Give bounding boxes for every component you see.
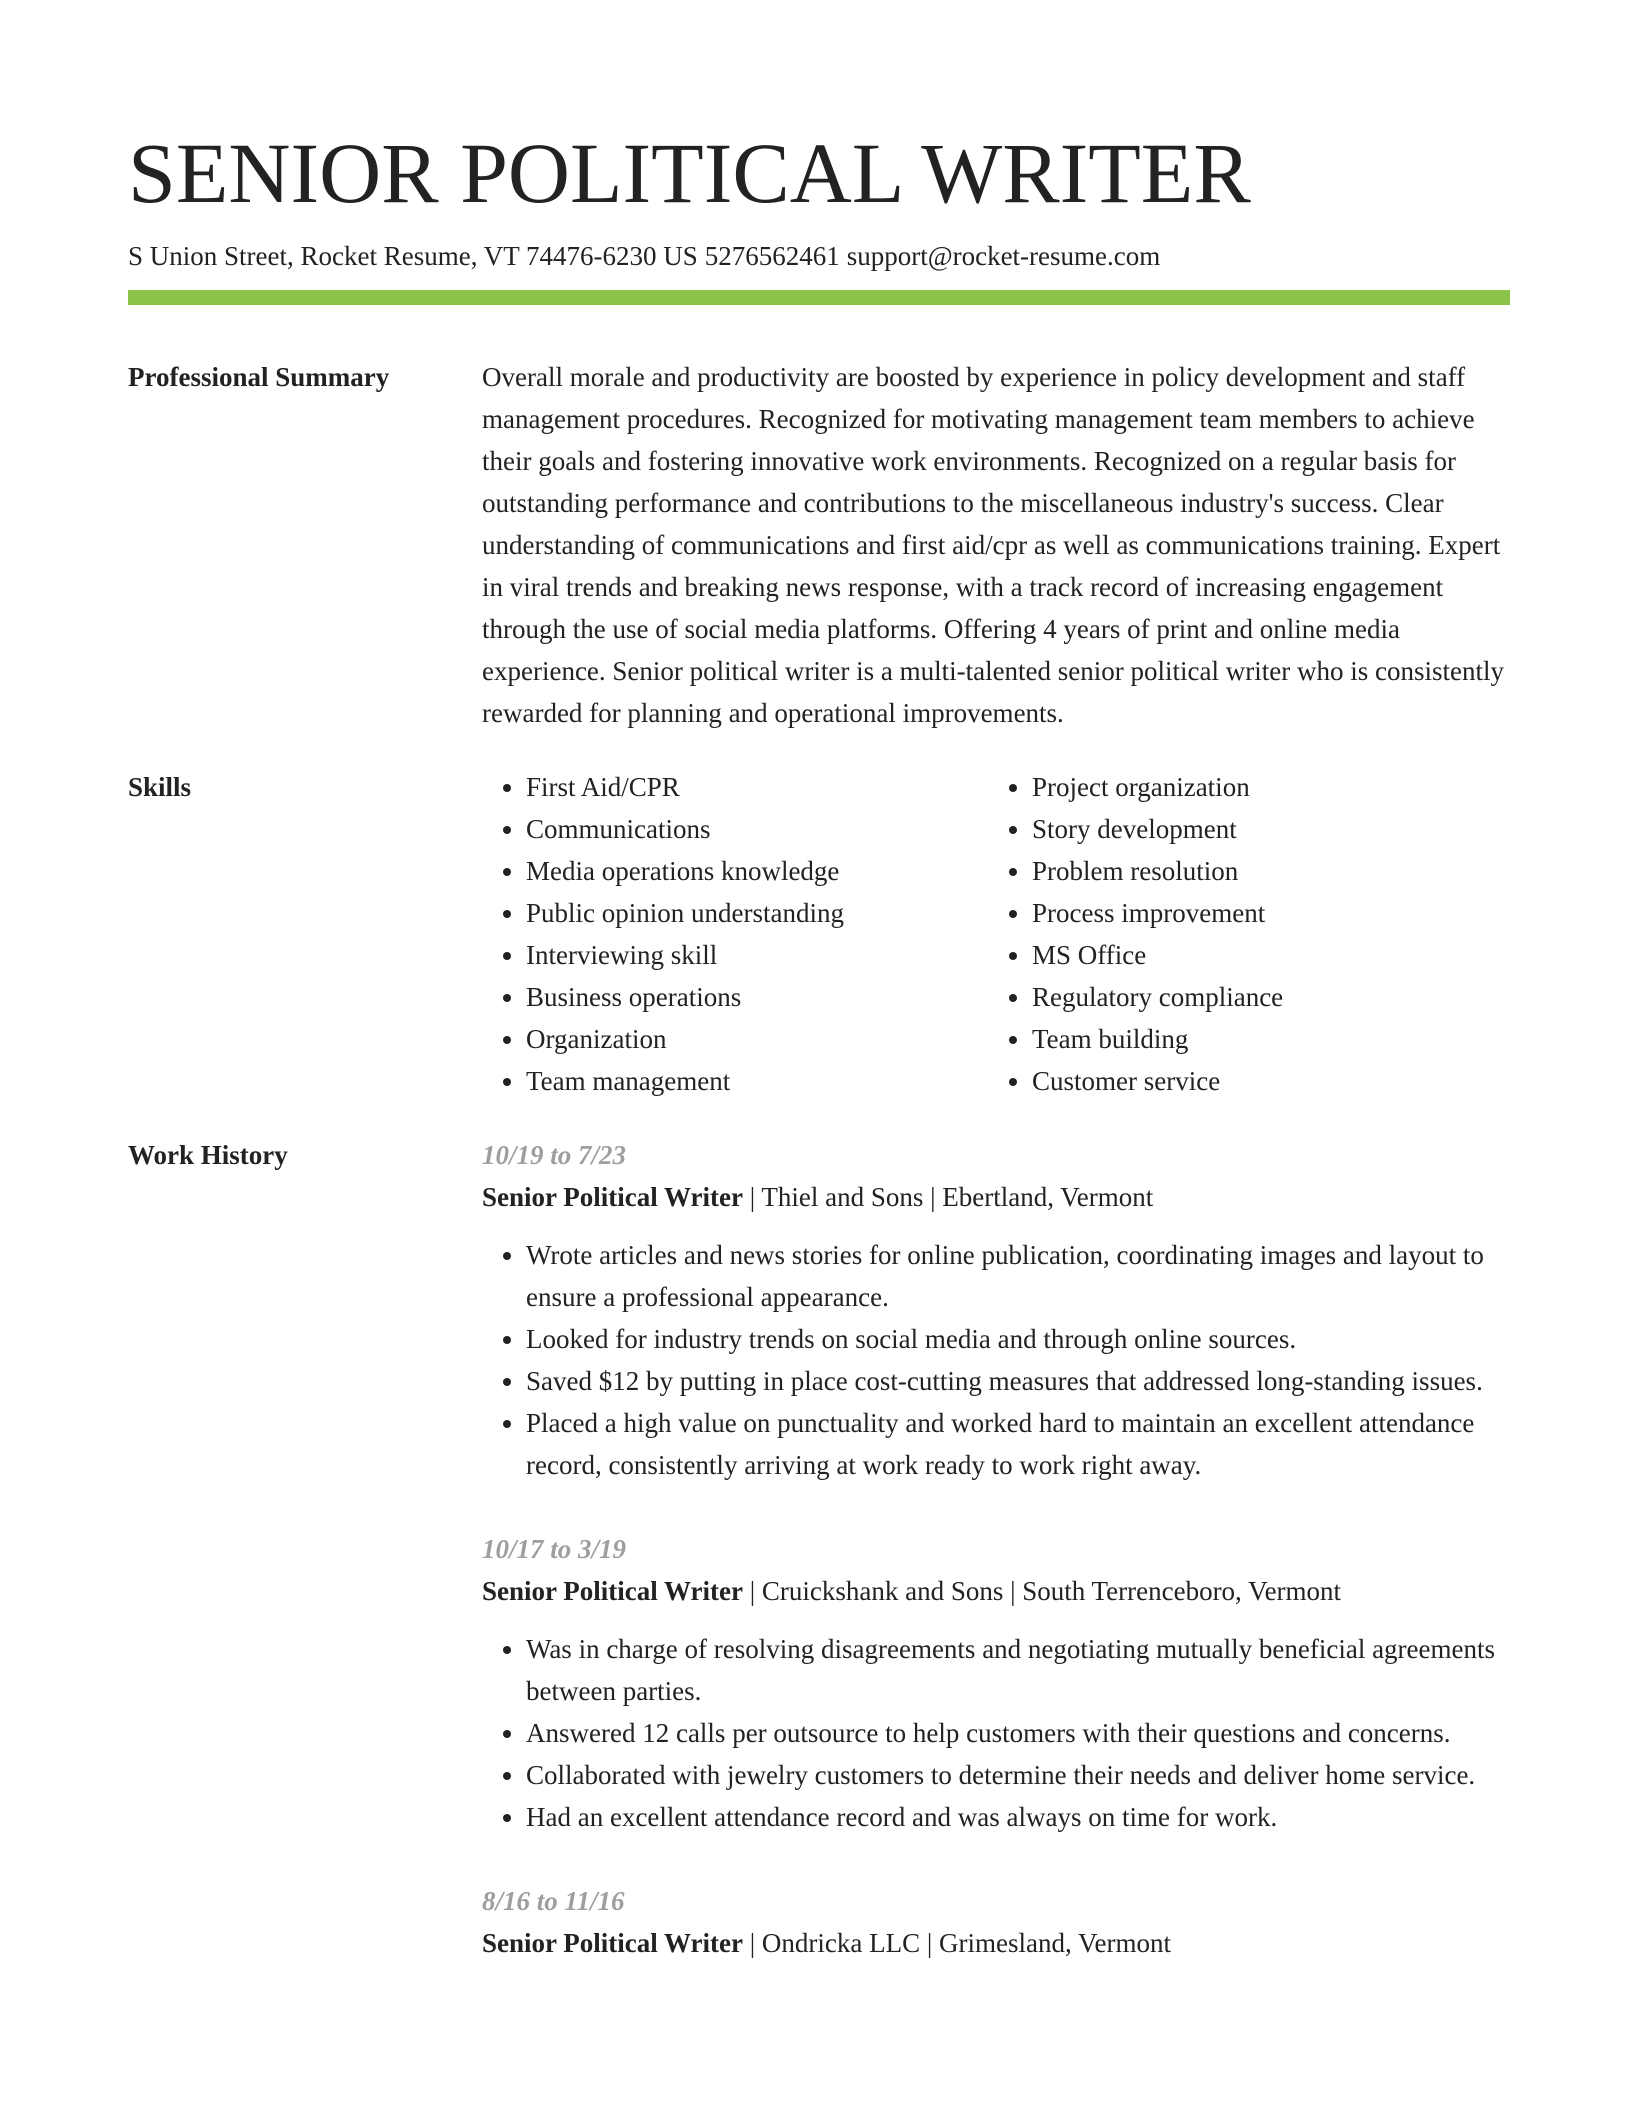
job-dates: 10/19 to 7/23 (482, 1140, 627, 1170)
job-title: Senior Political Writer (482, 1928, 743, 1958)
skill-item: • Problem resolution (1032, 850, 1510, 892)
resume-title: SENIOR POLITICAL WRITER (128, 125, 1251, 221)
job-details: | Ondricka LLC | Grimesland, Vermont (742, 1928, 1171, 1958)
section-heading: Work History (128, 1140, 288, 1170)
skills-list-left (482, 766, 988, 1102)
skill-item: • Team building (1032, 1018, 1510, 1060)
summary-body (482, 356, 1510, 734)
skill-item: • Communications (526, 808, 988, 850)
job-bullet: • Looked for industry trends on social media and through online sources. (526, 1318, 1510, 1360)
job-entry (482, 1880, 1510, 1964)
skill-item: • Business operations (526, 976, 988, 1018)
job-bullet: • Placed a high value on punctuality and worked hard to maintain an excellent attendance record, consistently arriving at work ready to work right away. (526, 1402, 1510, 1486)
job-bullet: • Answered 12 calls per outsource to help customers with their questions and concerns. (526, 1712, 1510, 1754)
job-entry (482, 1528, 1510, 1838)
skill-item: • First Aid/CPR (526, 766, 988, 808)
skill-item: • MS Office (1032, 934, 1510, 976)
skills-body (482, 766, 1510, 1102)
accent-divider (128, 290, 1510, 305)
summary-text: Overall morale and productivity are boosted by experience in policy development and staff management procedures. Recognized for motivating management team members to achieve their goals and fostering innovative work environments. Recognized on a regular basis for outstanding performance and contributions to the miscellaneous industry's success. Clear understanding of communications and first aid/cpr as well as communications training. Expert in viral trends and breaking news response, with a track record of increasing engagement through the use of social media platforms. Offering 4 years of print and online media experience. Senior political writer is a multi-talented senior political writer who is consistently rewarded for planning and operational improvements. (482, 362, 1504, 728)
job-bullet: • Was in charge of resolving disagreements and negotiating mutually beneficial agreements between parties. (526, 1628, 1510, 1712)
job-details: | Cruickshank and Sons | South Terrenceboro, Vermont (742, 1576, 1342, 1606)
skills-list-right (988, 766, 1510, 1102)
skill-item: • Regulatory compliance (1032, 976, 1510, 1018)
job-dates: 8/16 to 11/16 (482, 1886, 625, 1916)
skill-item: • Process improvement (1032, 892, 1510, 934)
contact-phone: 5276562461 (704, 241, 840, 271)
skills-section (128, 766, 1510, 1102)
skill-item: • Team management (526, 1060, 988, 1102)
job-title: Senior Political Writer (482, 1576, 743, 1606)
job-header (482, 1176, 1510, 1218)
resume-page (128, 0, 1510, 2006)
section-heading: Professional Summary (128, 362, 390, 392)
job-bullet: • Wrote articles and news stories for online publication, coordinating images and layout to ensure a professional appearance. (526, 1234, 1510, 1318)
job-details: | Thiel and Sons | Ebertland, Vermont (742, 1182, 1154, 1212)
job-header (482, 1570, 1510, 1612)
job-title: Senior Political Writer (482, 1182, 743, 1212)
skill-item: • Project organization (1032, 766, 1510, 808)
contact-address: S Union Street, Rocket Resume, VT 74476-6230 US (128, 241, 698, 271)
job-header (482, 1922, 1510, 1964)
skill-item: • Interviewing skill (526, 934, 988, 976)
contact-email: support@rocket-resume.com (846, 241, 1161, 271)
job-bullets (482, 1628, 1510, 1838)
job-entry (482, 1134, 1510, 1486)
job-bullet: • Collaborated with jewelry customers to determine their needs and deliver home service. (526, 1754, 1510, 1796)
job-bullet: • Saved $12 by putting in place cost-cutting measures that addressed long-standing issues. (526, 1360, 1510, 1402)
professional-summary-section (128, 356, 1510, 734)
skill-item: • Customer service (1032, 1060, 1510, 1102)
contact-line (128, 238, 1510, 274)
section-heading: Skills (128, 772, 192, 802)
work-history-section (128, 1134, 1510, 2006)
skill-item: • Public opinion understanding (526, 892, 988, 934)
job-dates: 10/17 to 3/19 (482, 1534, 627, 1564)
job-bullets (482, 1234, 1510, 1486)
skill-item: • Media operations knowledge (526, 850, 988, 892)
work-history-body (482, 1134, 1510, 2006)
skill-item: • Story development (1032, 808, 1510, 850)
skill-item: • Organization (526, 1018, 988, 1060)
job-bullet: • Had an excellent attendance record and was always on time for work. (526, 1796, 1510, 1838)
